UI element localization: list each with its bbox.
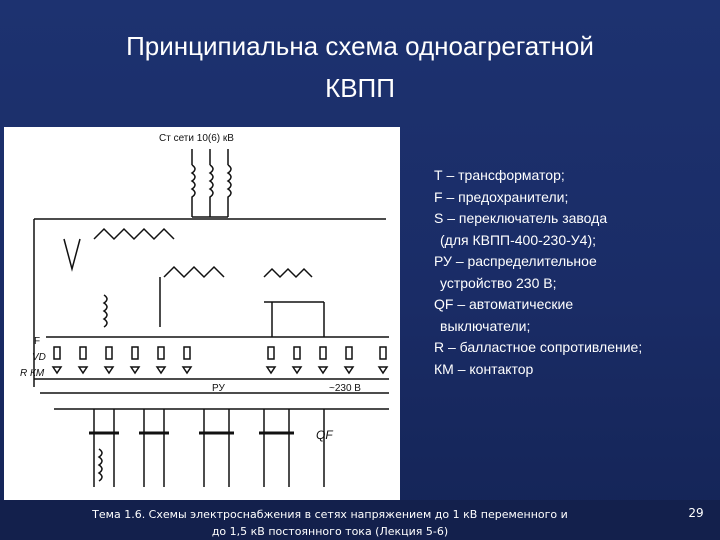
- footer-line1: Тема 1.6. Схемы электроснабжения в сетях напряжением до 1 кВ переменного и: [92, 508, 568, 521]
- page-number: 29: [688, 506, 704, 520]
- schematic-lines: [34, 149, 389, 487]
- fuse-row: [54, 347, 386, 359]
- label-230v: ~230 В: [329, 383, 361, 394]
- slide-title-line2: КВПП: [325, 73, 395, 103]
- label-ru: РУ: [212, 383, 225, 394]
- slide-title-line1: Принципиальна схема одноагрегатной: [126, 31, 594, 61]
- legend-item: устройство 230 В;: [440, 274, 557, 291]
- label-r-km: R КМ: [20, 368, 45, 379]
- legend: [434, 165, 719, 380]
- legend-item: КМ – контактор: [434, 360, 534, 377]
- legend-item: (для КВПП-400-230-У4);: [440, 231, 597, 248]
- legend-item: выключатели;: [440, 317, 531, 334]
- legend-item: R – балластное сопротивление;: [434, 339, 643, 355]
- legend-item: F – предохранители;: [434, 188, 569, 205]
- footer-line2: до 1,5 кВ постоянного тока (Лекция 5-6): [211, 525, 449, 538]
- label-f: F: [34, 336, 41, 347]
- label-qf: QF: [316, 428, 333, 442]
- diode-row: [53, 367, 387, 373]
- circuit-schematic: [4, 127, 400, 500]
- legend-item: РУ – распределительное: [434, 253, 597, 269]
- supply-label: Ст сети 10(6) кВ: [159, 133, 234, 144]
- label-vd: VD: [32, 352, 46, 363]
- footer-text: [30, 506, 630, 540]
- legend-item: QF – автоматические: [434, 296, 574, 312]
- legend-item: Т – трансформатор;: [434, 167, 565, 183]
- legend-item: S – переключатель завода: [434, 210, 608, 226]
- circuit-diagram: [4, 127, 400, 500]
